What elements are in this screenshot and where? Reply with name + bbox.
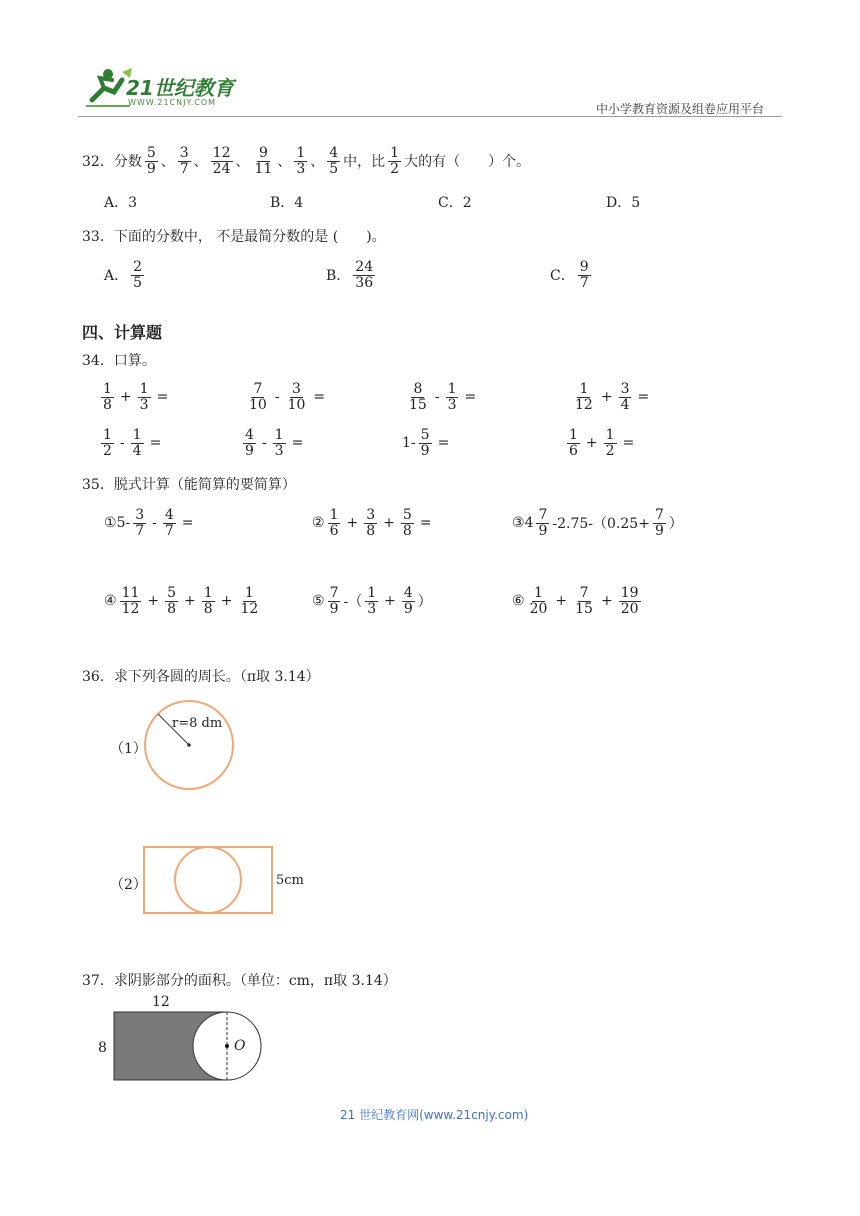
site-logo <box>78 66 258 114</box>
option-b[interactable]: B． $\frac{24}{36}$ <box>326 259 374 291</box>
footer-link[interactable]: 21 世纪教育网(www.21cnjy.com) <box>340 1108 529 1122</box>
radius-label: r=8 dm <box>172 716 223 731</box>
option-c[interactable]: C． $\frac{9}{7}$ <box>550 259 589 291</box>
calc-item-2: ② $\frac{1}{6}$ + $\frac{3}{8}$ + $\frac{5}{8}$ = <box>312 507 432 539</box>
logo-main-text: 21世纪教育 <box>126 76 234 100</box>
calc-item-3: ③ 4 $\frac{7}{9}$ -2.75-（0.25+ $\frac{7}{9}$ ） <box>512 507 683 539</box>
mental-calc-3: $\frac{8}{15}$ - $\frac{1}{3}$ = <box>409 381 477 413</box>
mental-calc-8: $\frac{1}{6}$ + $\frac{1}{2}$ = <box>569 427 635 459</box>
fraction: $\frac{1}{3}$ <box>296 145 306 177</box>
calc-item-5: ⑤ $\frac{7}{9}$ -（ $\frac{1}{3}$ + $\frac{4}{9}$ ） <box>312 585 432 617</box>
question-number: 33． <box>82 229 114 245</box>
mental-calc-5: $\frac{1}{2}$ - $\frac{1}{4}$ = <box>103 427 162 459</box>
calc-item-6: ⑥ $\frac{1}{20}$ + $\frac{7}{15}$ + $\frac{19}{20}$ <box>512 585 639 617</box>
mental-calc-1: $\frac{1}{8}$ + $\frac{1}{3}$ = <box>103 381 169 413</box>
question-number: 32． <box>82 154 114 171</box>
left-length-label: 8 <box>98 1040 107 1056</box>
center-dot <box>225 1044 229 1048</box>
fraction: $\frac{9}{11}$ <box>254 145 273 177</box>
mental-calc-7: 1- $\frac{5}{9}$ = <box>402 427 450 459</box>
platform-name: 中小学教育资源及组卷应用平台 <box>596 102 765 116</box>
question-34-title: 34．口算。 <box>82 353 156 369</box>
rectangle-outline <box>144 847 272 913</box>
rectangle-circle-figure <box>140 844 276 916</box>
question-35-title: 35．脱式计算（能简算的要简算） <box>82 477 296 493</box>
question-33 <box>82 226 386 246</box>
mental-calc-4: $\frac{1}{12}$ + $\frac{3}{4}$ = <box>575 381 650 413</box>
figure-label-2: （2） <box>110 877 147 893</box>
mental-calc-6: $\frac{4}{9}$ - $\frac{1}{3}$ = <box>245 427 304 459</box>
calc-item-1: ① 5- $\frac{3}{7}$ - $\frac{4}{7}$ = <box>104 507 194 539</box>
fraction: $\frac{4}{5}$ <box>329 145 339 177</box>
section-title: 四、计算题 <box>82 323 163 342</box>
circle-figure-1 <box>140 700 240 792</box>
header-divider <box>78 116 782 117</box>
option-a[interactable]: A．3 <box>104 195 138 211</box>
side-label: 5cm <box>276 873 304 888</box>
option-c[interactable]: C．2 <box>438 195 472 211</box>
option-d[interactable]: D．5 <box>606 195 641 211</box>
center-label: O <box>234 1038 246 1054</box>
calc-item-4: ④ $\frac{11}{12}$ + $\frac{5}{8}$ + $\frac{1}{8}$ + $\frac{1}{12}$ <box>104 585 259 617</box>
inscribed-circle <box>175 847 241 913</box>
fraction: $\frac{1}{2}$ <box>390 145 400 177</box>
center-dot <box>187 743 191 747</box>
mental-calc-2: $\frac{7}{10}$ - $\frac{3}{10}$ = <box>249 381 326 413</box>
question-text: 分数 <box>113 154 142 171</box>
figure-label-1: （1） <box>110 741 147 757</box>
fraction: $\frac{12}{24}$ <box>212 145 231 177</box>
fraction: $\frac{3}{7}$ <box>179 145 189 177</box>
fraction: $\frac{5}{9}$ <box>146 145 156 177</box>
question-32: 32． 分数 $\frac{5}{9}$ 、 $\frac{3}{7}$ 、 $\frac{12}{24}$ 、 $\frac{9}{11}$ 、 $\frac{1}{3}$ 、 $\frac{4}{5}$ 中，比 $\frac{1}{2}$ 大的有（ ）个。 <box>82 145 531 177</box>
option-a[interactable]: A． $\frac{2}{5}$ <box>104 259 143 291</box>
top-length-label: 12 <box>152 994 170 1010</box>
question-37-title: 37．求阴影部分的面积。（单位：cm，π取 3.14） <box>82 973 397 989</box>
option-b[interactable]: B．4 <box>270 195 304 211</box>
logo-sub-text: WWW.21CNJY.COM <box>128 98 217 107</box>
question-text: 下面的分数中， 不是最简分数的是 ( )。 <box>113 229 386 245</box>
question-36-title: 36．求下列各圆的周长。（π取 3.14） <box>82 669 320 685</box>
